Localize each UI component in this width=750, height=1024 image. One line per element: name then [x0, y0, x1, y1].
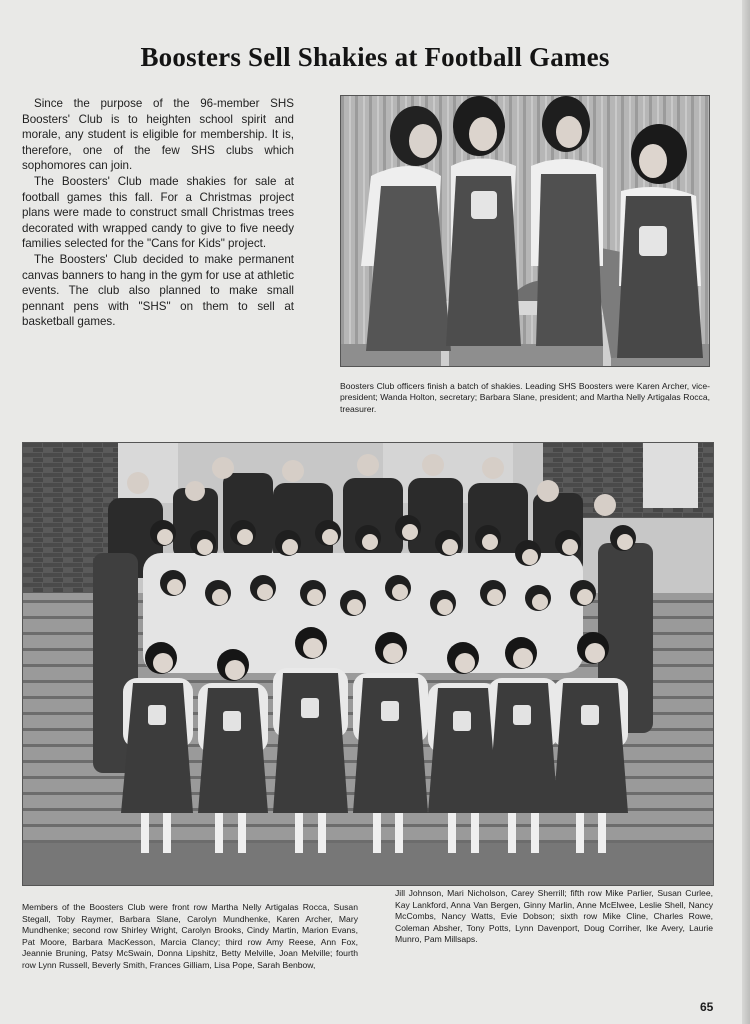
intro-paragraph: Since the purpose of the 96-member SHS Boosters' Club is to heighten school spirit and morale, any student is eligible for membership. It is, therefore, one of the few SHS clubs which sophomores can join.: [22, 97, 294, 173]
intro-text: [22, 96, 294, 330]
group-caption-left: Members of the Boosters Club were front row Martha Nelly Artigalas Rocca, Susan Stegall, Toby Raymer, Barbara Slane, Carolyn Mundhenke, Karen Archer, Mary Mundhenke; second row Shirley Wright, Carolyn Brooks, Cindy Martin, Marion Evans, Pat Moore, Barbara MacKesson, Marcia Clancy; third row Amy Reese, Ann Fox, Jeannie Bruning, Patsy McSwain, Donna Lipshitz, Betty Melville, Joan Melville; fourth row Lynn Russell, Beverly Smith, Frances Gilliam, Lisa Pope, Sarah Benbow,: [22, 902, 358, 970]
officers-caption: Boosters Club officers finish a batch of shakies. Leading SHS Boosters were Karen Archer, vice-president; Wanda Holton, secretary; Barbara Slane, president; and Martha Nelly Artigalas Rocca, treasurer.: [340, 381, 710, 414]
group-photo: [22, 442, 714, 886]
page-edge: [742, 0, 750, 1024]
group-caption-right: Jill Johnson, Mari Nicholson, Carey Sherrill; fifth row Mike Parlier, Susan Curlee, Kay Lankford, Anna Van Bergen, Ginny Marlin, Anne McElwee, Leslie Shell, Nancy McCombs, Nancy Watts, Evie Dobson; sixth row Mike Cline, Charles Rowe, Coleman Absher, Tony Potts, Lynn Davenport, Doug Corriher, Ike Avery, Laurie Munro, Pam Millsaps.: [395, 888, 713, 945]
page-title: Boosters Sell Shakies at Football Games: [140, 42, 610, 72]
officers-photo: [340, 95, 710, 367]
intro-paragraph: The Boosters' Club decided to make permanent canvas banners to hang in the gym for use at athletic events. The club also planned to make small pennant pens with "SHS" on them to sell at basketball games.: [22, 252, 294, 329]
page-number: 65: [700, 1000, 714, 1014]
intro-paragraph: The Boosters' Club made shakies for sale at football games this fall. For a Christmas project plans were made to construct small Christmas trees decorated with wrapped candy to give to five needy families selected for the "Cans for Kids" project.: [22, 174, 294, 251]
